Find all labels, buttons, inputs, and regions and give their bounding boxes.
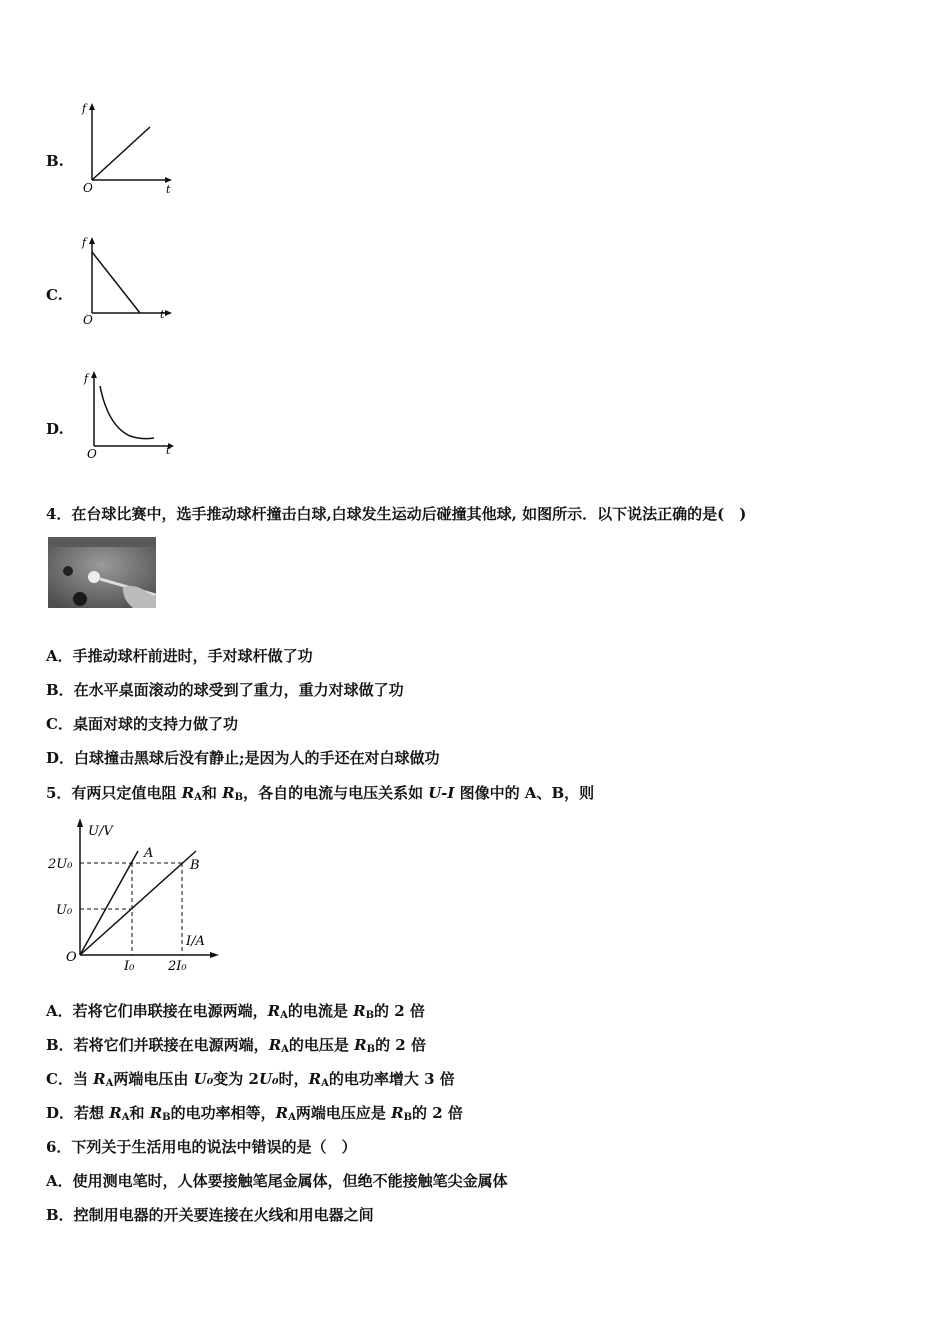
option-d-label: D. xyxy=(46,420,64,438)
line-a xyxy=(80,851,138,955)
q6-stem: 6．下列关于生活用电的说法中错误的是（ ） xyxy=(46,1138,357,1156)
billiards-photo xyxy=(48,537,156,608)
svg-text:f: f xyxy=(82,236,87,249)
svg-text:O: O xyxy=(87,447,97,461)
option-c-label: C. xyxy=(46,286,63,304)
graph-c-line xyxy=(92,252,140,313)
svg-text:O: O xyxy=(83,313,93,327)
ui-graph xyxy=(44,815,224,975)
q4-stem: 4．在台球比赛中，选手推动球杆撞击白球,白球发生运动后碰撞其他球, 如图所示．以下说法正确的是( ) xyxy=(46,505,747,523)
x-tick-2i0: 2I₀ xyxy=(168,959,187,974)
svg-text:t: t xyxy=(160,308,165,321)
svg-text:f: f xyxy=(82,102,87,115)
origin-label: O xyxy=(66,950,77,965)
q6-option-b: B．控制用电器的开关要连接在火线和用电器之间 xyxy=(46,1206,374,1224)
y-tick-2u0: 2U₀ xyxy=(48,857,73,872)
y-tick-u0: U₀ xyxy=(56,903,73,918)
graph-b xyxy=(80,100,175,195)
q4-option-d: D．白球撞击黑球后没有静止;是因为人的手还在对白球做功 xyxy=(46,749,440,767)
q5-option-c: C．当 $R_A$两端电压由 U₀变为 2U₀时，$R_A$的电功率增大 3 倍 xyxy=(46,1070,455,1089)
q5-stem: 5．有两只定值电阻 $R_A$和 $R_B$，各自的电流与电压关系如 U-I 图像中的 A、B，则 xyxy=(46,784,595,803)
graph-c xyxy=(80,234,175,329)
graph-b-line xyxy=(92,127,150,180)
q4-option-a: A．手推动球杆前进时，手对球杆做了功 xyxy=(46,647,313,665)
svg-text:f: f xyxy=(84,372,89,385)
line-b-label: B xyxy=(190,858,200,873)
billiards-illustration xyxy=(48,537,156,608)
q4-option-b: B．在水平桌面滚动的球受到了重力，重力对球做了功 xyxy=(46,681,404,699)
q5-option-d: D．若想 $R_A$和 $R_B$的电功率相等，$R_A$两端电压应是 $R_B$的 2 倍 xyxy=(46,1104,463,1123)
q5-option-a: A．若将它们串联接在电源两端，$R_A$的电流是 $R_B$的 2 倍 xyxy=(46,1002,425,1021)
q4-option-c: C．桌面对球的支持力做了功 xyxy=(46,715,238,733)
graph-d-curve xyxy=(100,386,154,439)
option-b-label: B. xyxy=(46,152,64,170)
q5-option-b: B．若将它们并联接在电源两端，$R_A$的电压是 $R_B$的 2 倍 xyxy=(46,1036,426,1055)
svg-text:t: t xyxy=(166,444,171,457)
svg-text:t: t xyxy=(166,183,171,195)
y-axis-label: U/V xyxy=(88,824,113,839)
graph-d xyxy=(80,368,175,463)
x-axis-label: I/A xyxy=(186,934,205,949)
q6-option-a: A．使用测电笔时，人体要接触笔尾金属体，但绝不能接触笔尖金属体 xyxy=(46,1172,508,1190)
svg-text:O: O xyxy=(83,181,93,195)
x-tick-i0: I₀ xyxy=(124,959,135,974)
line-b xyxy=(80,851,196,955)
line-a-label: A xyxy=(144,846,154,861)
